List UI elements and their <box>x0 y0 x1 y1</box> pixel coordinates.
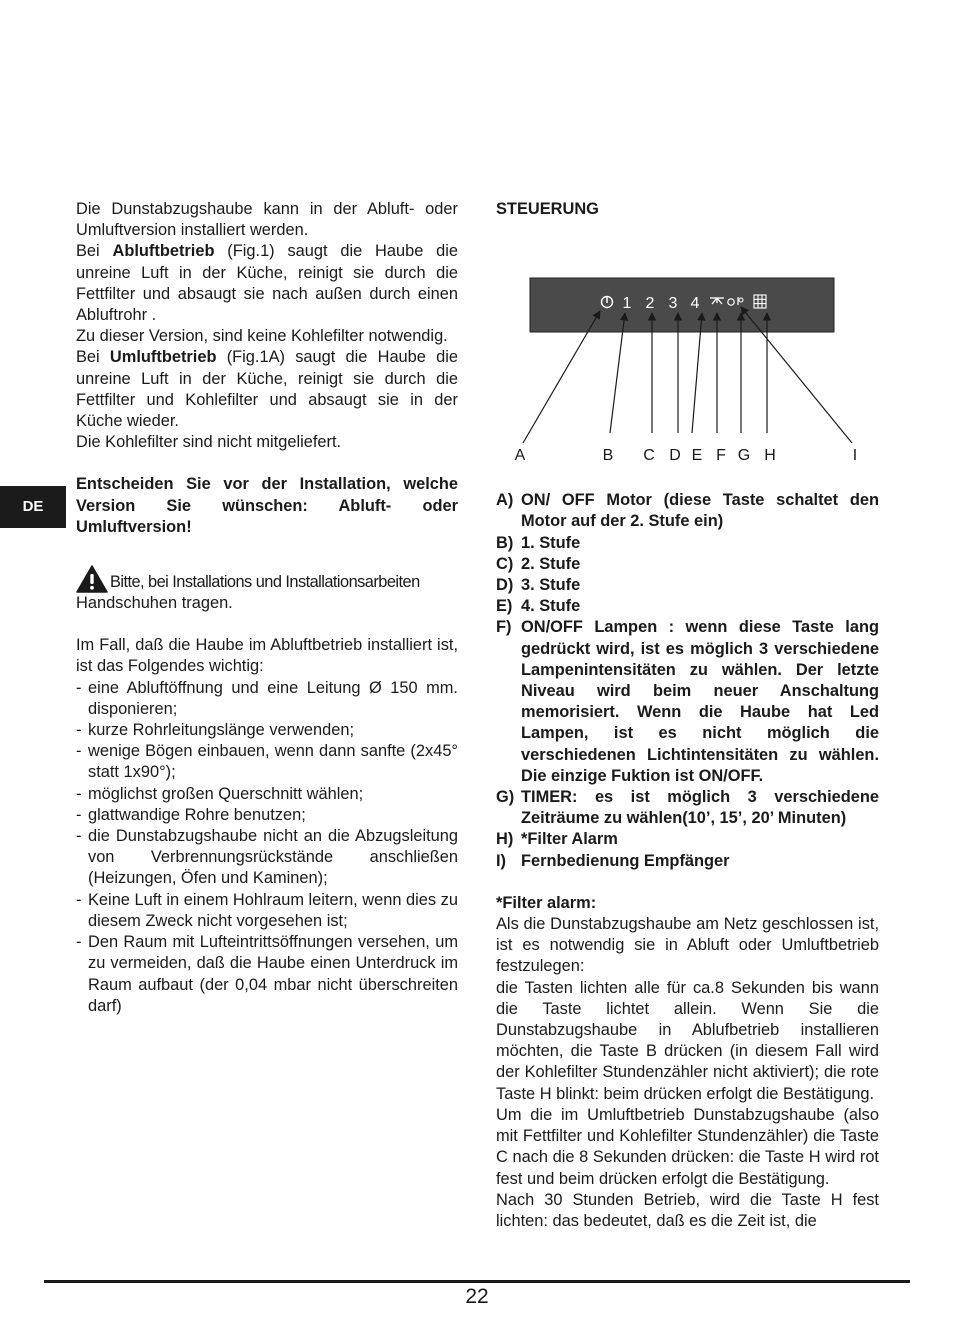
label-e: E <box>691 447 703 465</box>
legend-item: I) Fernbedienung Empfänger <box>496 851 730 870</box>
filter-paragraph: Nach 30 Stunden Betrieb, wird die Taste H fest lichten: das bedeutet, daß es die Zeit ist, die <box>496 1190 879 1230</box>
right-column <box>496 199 879 1232</box>
legend-item: A) ON/ OFF Motor (diese Taste schaltet den Motor auf der 2. Stufe ein) <box>496 491 879 531</box>
warning-triangle-icon <box>76 565 108 593</box>
umluft-paragraph: Bei Umluftbetrieb (Fig.1A) saugt die Haube die unreine Luft in der Küche, reinigt sie durch die Fettfilter und Kohlefilter und absaugt sie in der Küche wieder. <box>76 348 459 431</box>
legend-item: D) 3. Stufe <box>496 576 581 595</box>
abluft-term: Abluftbetrieb <box>112 242 215 261</box>
list-item: - glattwandige Rohre benutzen; <box>76 805 458 826</box>
button-1[interactable]: 1 <box>622 295 632 313</box>
label-i: I <box>852 447 858 465</box>
decide-notice: Entscheiden Sie vor der Installation, welche Version Sie wünschen: Abluft- oder Umluftversion! <box>76 475 458 536</box>
list-item: - Keine Luft in einem Hohlraum leitern, wenn dies zu diesem Zweck nicht vorgesehen ist; <box>76 890 458 932</box>
filter-alarm-heading: *Filter alarm: <box>496 893 597 912</box>
requirements-list <box>76 678 458 1017</box>
warning-note <box>76 565 458 593</box>
label-f: F <box>716 447 726 465</box>
list-item: - wenige Bögen einbauen, wenn dann sanfte (2x45° statt 1x90°); <box>76 741 458 783</box>
abluft-paragraph: Bei Abluftbetrieb (Fig.1) saugt die Haube die unreine Luft in der Küche, reinigt sie durch die Fettfilter und absaugt sie nach außen durch einen Abluftrohr . <box>76 242 458 325</box>
list-item: - kurze Rohrleitungslänge verwenden; <box>76 720 458 741</box>
list-item: - eine Abluftöffnung und eine Leitung Ø 150 mm. disponieren; <box>76 678 458 720</box>
intro-text: Die Dunstabzugshaube kann in der Abluft- oder Umluftversion installiert werden. <box>76 200 458 240</box>
button-2[interactable]: 2 <box>645 295 655 313</box>
legend-item: B) 1. Stufe <box>496 533 581 552</box>
list-item: - Den Raum mit Lufteintrittsöffnungen versehen, um zu vermeiden, daß die Haube einen Unterdruck im Raum aufbaut (der 0,04 mbar nicht überschreiten darf) <box>76 932 458 1017</box>
warning-text-line: Bitte, bei Installations und Installationsarbeiten <box>110 572 420 591</box>
control-panel-diagram <box>496 247 879 465</box>
label-a: A <box>514 447 526 465</box>
key-legend-list <box>496 490 879 872</box>
legend-item: H) *Filter Alarm <box>496 830 618 849</box>
warning-text-rest: Handschuhen tragen. <box>76 594 233 613</box>
list-item: - die Dunstabzugshaube nicht an die Abzugsleitung von Verbrennungsrückstände anschließen (Heizungen, Öfen und Kaminen); <box>76 826 458 890</box>
button-4[interactable]: 4 <box>690 295 700 313</box>
list-item: - möglichst großen Querschnitt wählen; <box>76 784 458 805</box>
section-heading: STEUERUNG <box>496 200 599 218</box>
left-column <box>76 199 458 1017</box>
important-intro: Im Fall, daß die Haube im Abluftbetrieb installiert ist, ist das Folgendes wichtig: <box>76 636 458 676</box>
filter-paragraph: Um die im Umluftbetrieb Dunstabzugshaube (also mit Fettfilter und Kohlefilter Stundenzähler) die Taste C nach die 8 Sekunden drücken: die Taste H wird rot fest und beim drücken erfolgt die Bestätigung. <box>496 1105 879 1188</box>
no-carbon-text: Zu dieser Version, sind keine Kohlefilter notwendig. <box>76 327 448 346</box>
not-included-text: Die Kohlefilter sind nicht mitgeliefert. <box>76 433 342 452</box>
label-d: D <box>669 447 681 465</box>
label-g: G <box>737 447 751 465</box>
label-h: H <box>764 447 776 465</box>
language-tab: DE <box>0 486 66 528</box>
umluft-term: Umluftbetrieb <box>109 348 217 367</box>
control-panel-svg <box>496 247 879 457</box>
filter-paragraph: die Tasten lichten alle für ca.8 Sekunden bis wann die Taste lichtet allein. Wenn Sie die Dunstabzugshaube in Ablufbetrieb installieren möchten, die Taste B drücken (in diesem Fall wird der Kohlefilter Stundenzähler nicht aktiviert); die rote Taste H blinkt: beim drücken erfolgt die Bestätigung. <box>496 978 879 1103</box>
button-3[interactable]: 3 <box>668 295 678 313</box>
legend-item: F) ON/OFF Lampen : wenn diese Taste lang gedrückt wird, ist es möglich 3 verschiedene Lampenintensitäten zu wählen. Der letzte Niveau wird beim neuer Anschaltung memorisiert. Wenn die Haube hat Led Lampen, ist es nicht möglich die verschiedenen Lichtintensitäten zu wählen. Die einzige Fuktion ist ON/OFF. <box>496 618 879 785</box>
page-number: 22 <box>465 1285 489 1308</box>
footer-rule <box>44 1280 910 1283</box>
control-panel <box>530 278 834 332</box>
legend-item: E) 4. Stufe <box>496 597 581 616</box>
legend-item: G) TIMER: es ist möglich 3 verschiedene Zeiträume zu wählen(10’, 15’, 20’ Minuten) <box>496 788 879 828</box>
label-c: C <box>643 447 655 465</box>
legend-item: C) 2. Stufe <box>496 554 581 573</box>
filter-paragraph: Als die Dunstabzugshaube am Netz geschlossen ist, ist es notwendig sie in Abluft oder Umluftbetrieb festzulegen: <box>496 915 879 976</box>
label-b: B <box>602 447 614 465</box>
